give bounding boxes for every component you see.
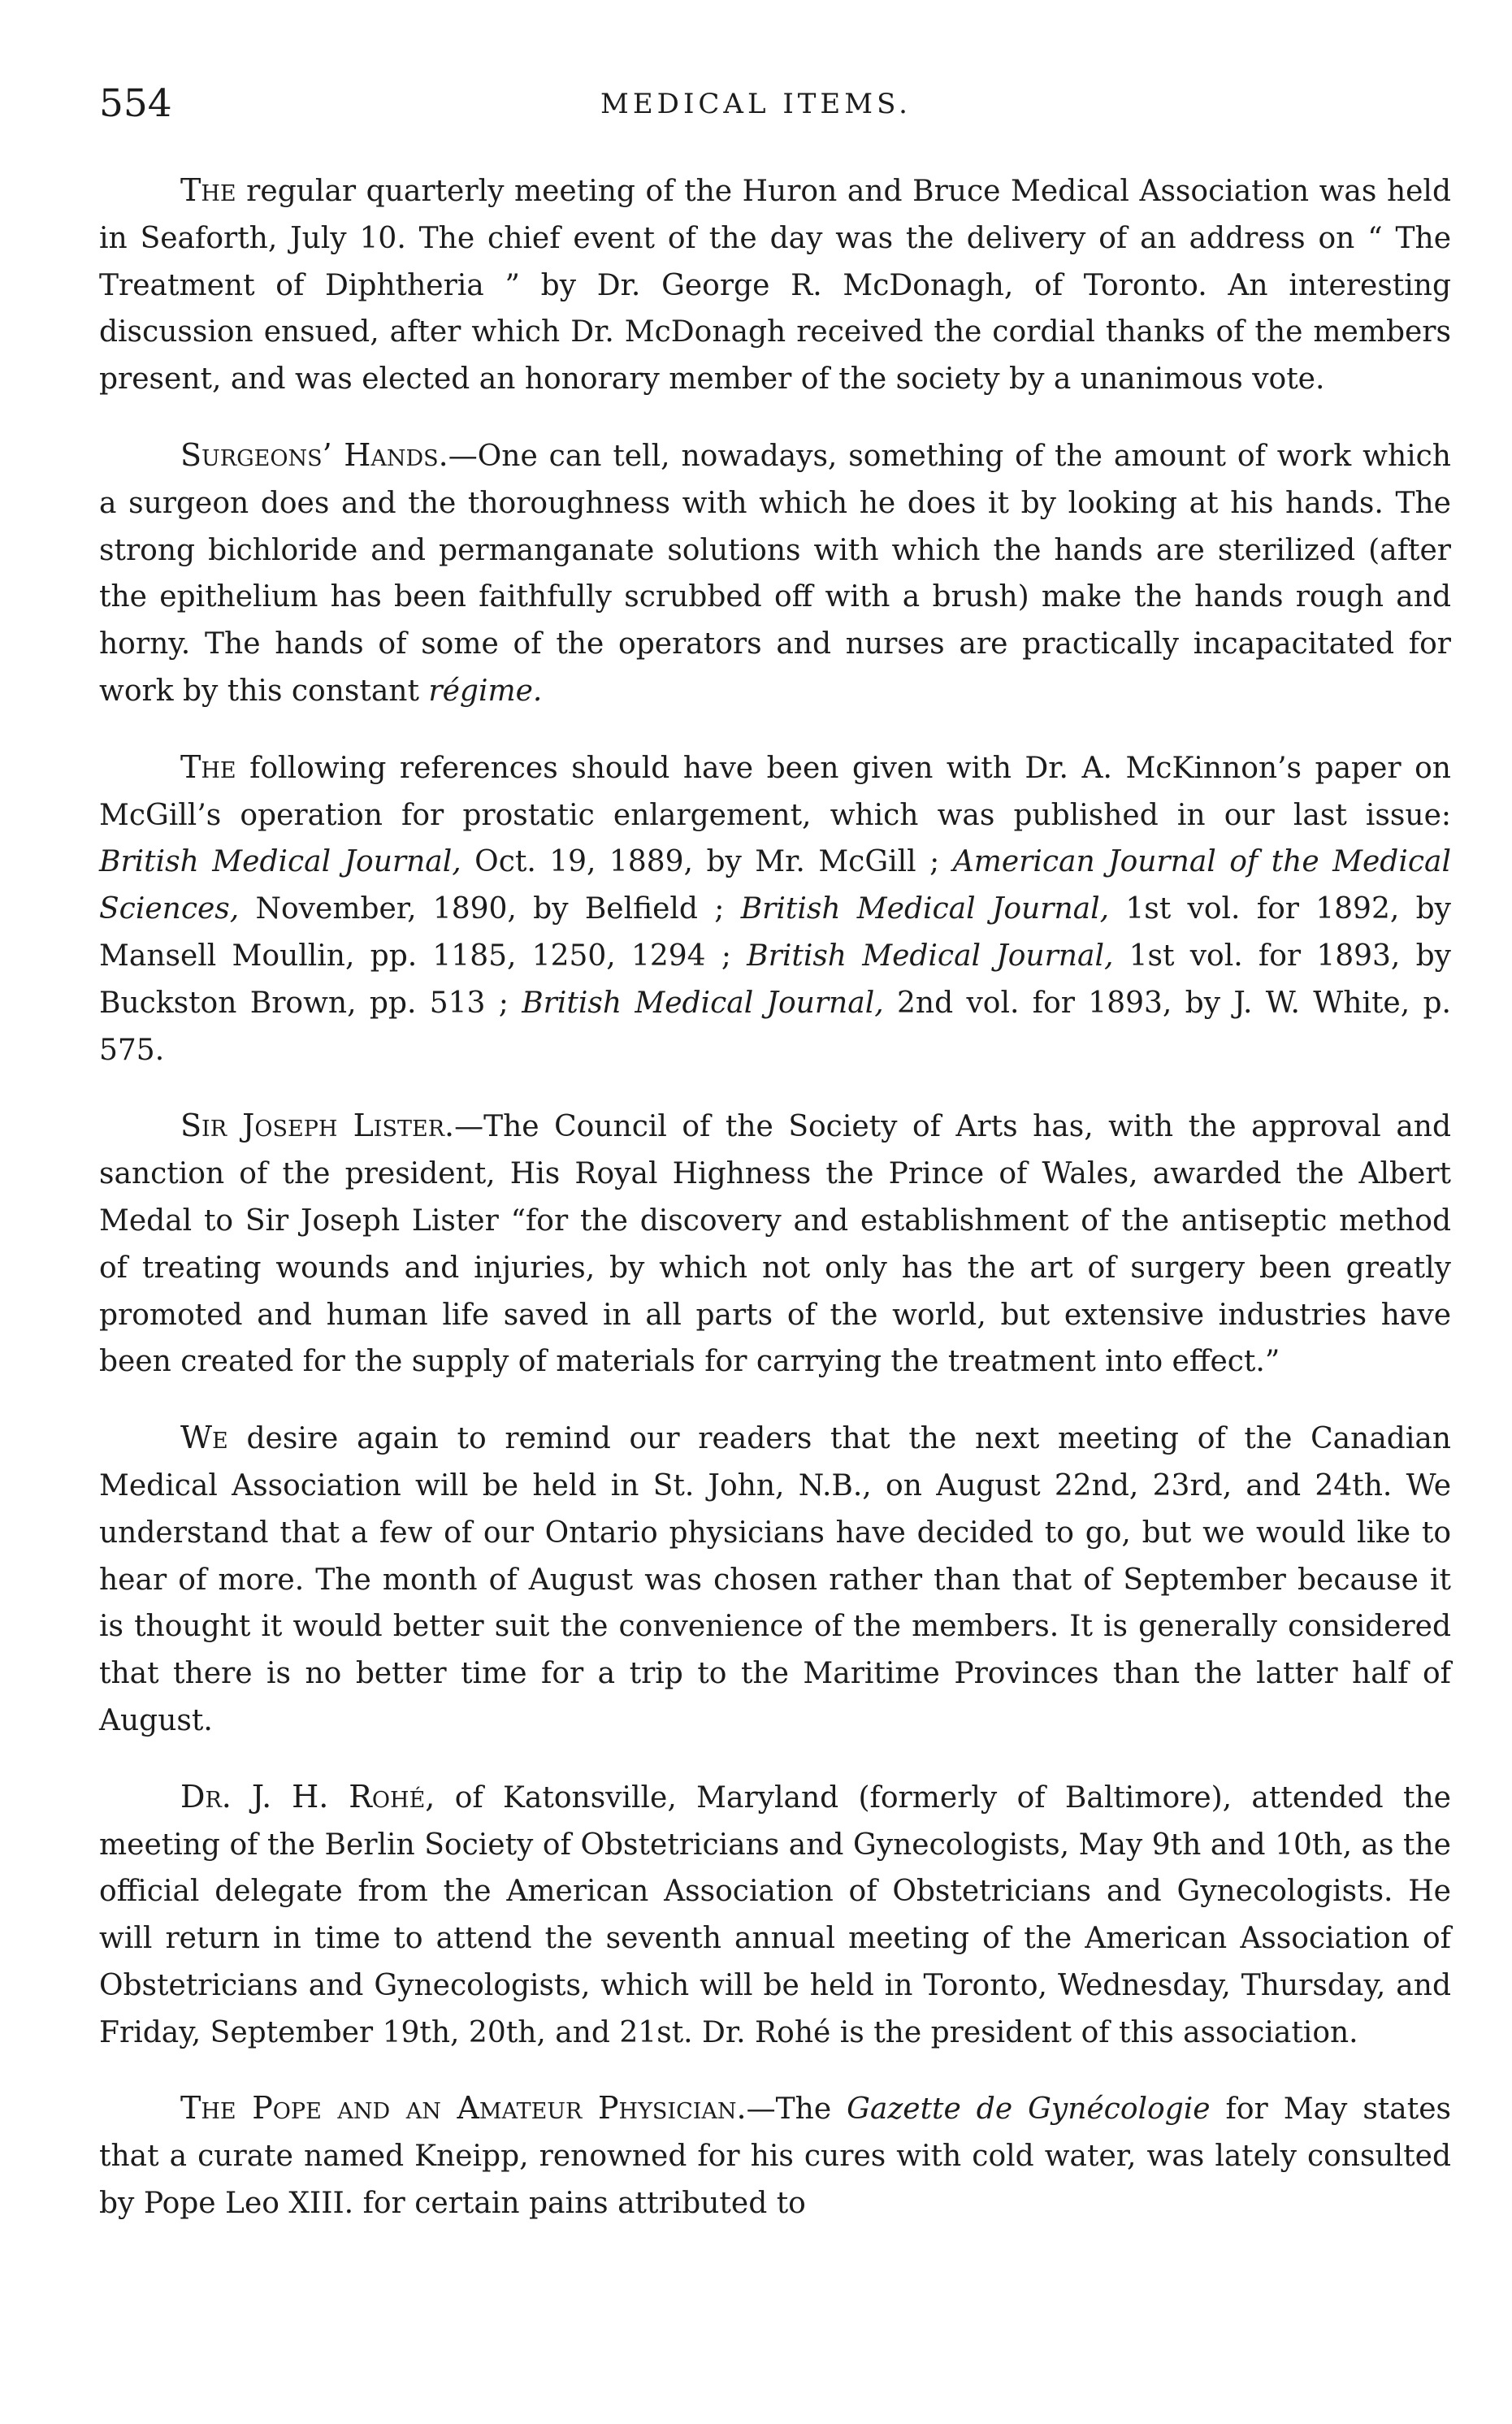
- body-text: Oct. 19, 1889, by Mr. McGill ;: [461, 845, 953, 879]
- italic-text: British Medical Journal,: [99, 845, 461, 879]
- italic-text: British Medical Journal,: [747, 939, 1114, 973]
- italic-text: régime.: [428, 674, 543, 708]
- italic-text: American Journal of the Medical Sciences,: [99, 845, 1451, 926]
- body-text: 2nd vol. for 1893, by J. W. White, p. 575.: [99, 986, 1451, 1067]
- article-body: [99, 167, 1451, 2227]
- body-text: November, 1890, by Belfield ;: [239, 892, 741, 926]
- body-text: —The: [746, 2092, 847, 2127]
- body-text: —One can tell, nowadays, something of the amount of work which a surgeon does and the thoroughness with which he does it by looking at his hands. The strong bichloride and permanganate solutions with which the hands are sterilized (after the epithelium has been faithfully scrubbed off with a brush) make the hands rough and horny. The hands of some of the operators and nurses are practically incapacitated for work by this constant: [99, 439, 1451, 708]
- item-pope-amateur-physician: [99, 2085, 1451, 2227]
- item-dr-rohe: [99, 1774, 1451, 2057]
- italic-text: Gazette de Gynécologie: [847, 2092, 1211, 2127]
- item-sir-joseph-lister: [99, 1103, 1451, 1385]
- item-lead-in: The Pope and an Amateur Physician.: [180, 2090, 747, 2127]
- item-huron-bruce-meeting: [99, 167, 1451, 403]
- item-lead-in: We: [180, 1420, 228, 1456]
- item-canadian-medical-association: [99, 1415, 1451, 1745]
- item-lead-in: Dr. J. H. Rohé,: [180, 1778, 435, 1815]
- body-text: regular quarterly meeting of the Huron and Bruce Medical Association was held in Seaforth, July 10. The chief event of the day was the delivery of an address on “ The Treatment of Diphtheria ” by Dr. George R. McDonagh, of Toronto. An interesting discussion ensued, after which Dr. McDonagh received the cordial thanks of the members present, and was elected an honorary member of the society by a unanimous vote.: [99, 175, 1451, 397]
- running-head: MEDICAL ITEMS.: [600, 88, 912, 120]
- item-lead-in: The: [180, 748, 236, 785]
- body-text: desire again to remind our readers that the next meeting of the Canadian Medical Association will be held in St. John, N.B., on August 22nd, 23rd, and 24th. We understand that a few of our Ontario physicians have decided to go, but we would like to hear of more. The month of August was chosen rather than that of September because it is thought it would better suit the convenience of the members. It is generally considered that there is no better time for a trip to the Maritime Provinces than the latter half of August.: [99, 1422, 1451, 1737]
- body-text: —The Council of the Society of Arts has, with the approval and sanction of the president, His Royal Highness the Prince of Wales, awarded the Albert Medal to Sir Joseph Lister “for the discovery and establishment of the antiseptic method of treating wounds and injuries, by which not only has the art of surgery been greatly promoted and human life saved in all parts of the world, but extensive industries have been created for the supply of materials for carrying the treatment into effect.”: [99, 1110, 1452, 1379]
- item-lead-in: Sir Joseph Lister.: [180, 1108, 455, 1144]
- body-text: for May states that a curate named Kneipp, renowned for his cures with cold water, was lately consulted by Pope Leo XIII. for certain pains attributed to: [99, 2092, 1451, 2221]
- item-surgeons-hands: [99, 432, 1451, 715]
- body-text: 1st vol. for 1893, by Buckston Brown, pp. 513 ;: [99, 939, 1451, 1020]
- page-header: [99, 78, 1413, 130]
- body-text: following references should have been given with Dr. A. McKinnon’s paper on McGill’s operation for prostatic enlargement, which was published in our last issue:: [99, 751, 1451, 832]
- item-mckinnon-references: [99, 744, 1451, 1074]
- italic-text: British Medical Journal,: [740, 892, 1110, 926]
- page-number: 554: [99, 81, 172, 126]
- body-text: of Katonsville, Maryland (formerly of Baltimore), attended the meeting of the Berlin Society of Obstetricians and Gynecologists, May 9th and 10th, as the official delegate from the American Association of Obstetricians and Gynecologists. He will return in time to attend the seventh annual meeting of the American Association of Obstetricians and Gynecologists, which will be held in Toronto, Wednesday, Thursday, and Friday, September 19th, 20th, and 21st. Dr. Rohé is the president of this association.: [99, 1780, 1451, 2049]
- body-text: 1st vol. for 1892, by Mansell Moullin, pp. 1185, 1250, 1294 ;: [99, 892, 1451, 973]
- item-lead-in: Surgeons’ Hands.: [180, 436, 448, 473]
- item-lead-in: The: [180, 172, 236, 208]
- italic-text: British Medical Journal,: [522, 986, 884, 1020]
